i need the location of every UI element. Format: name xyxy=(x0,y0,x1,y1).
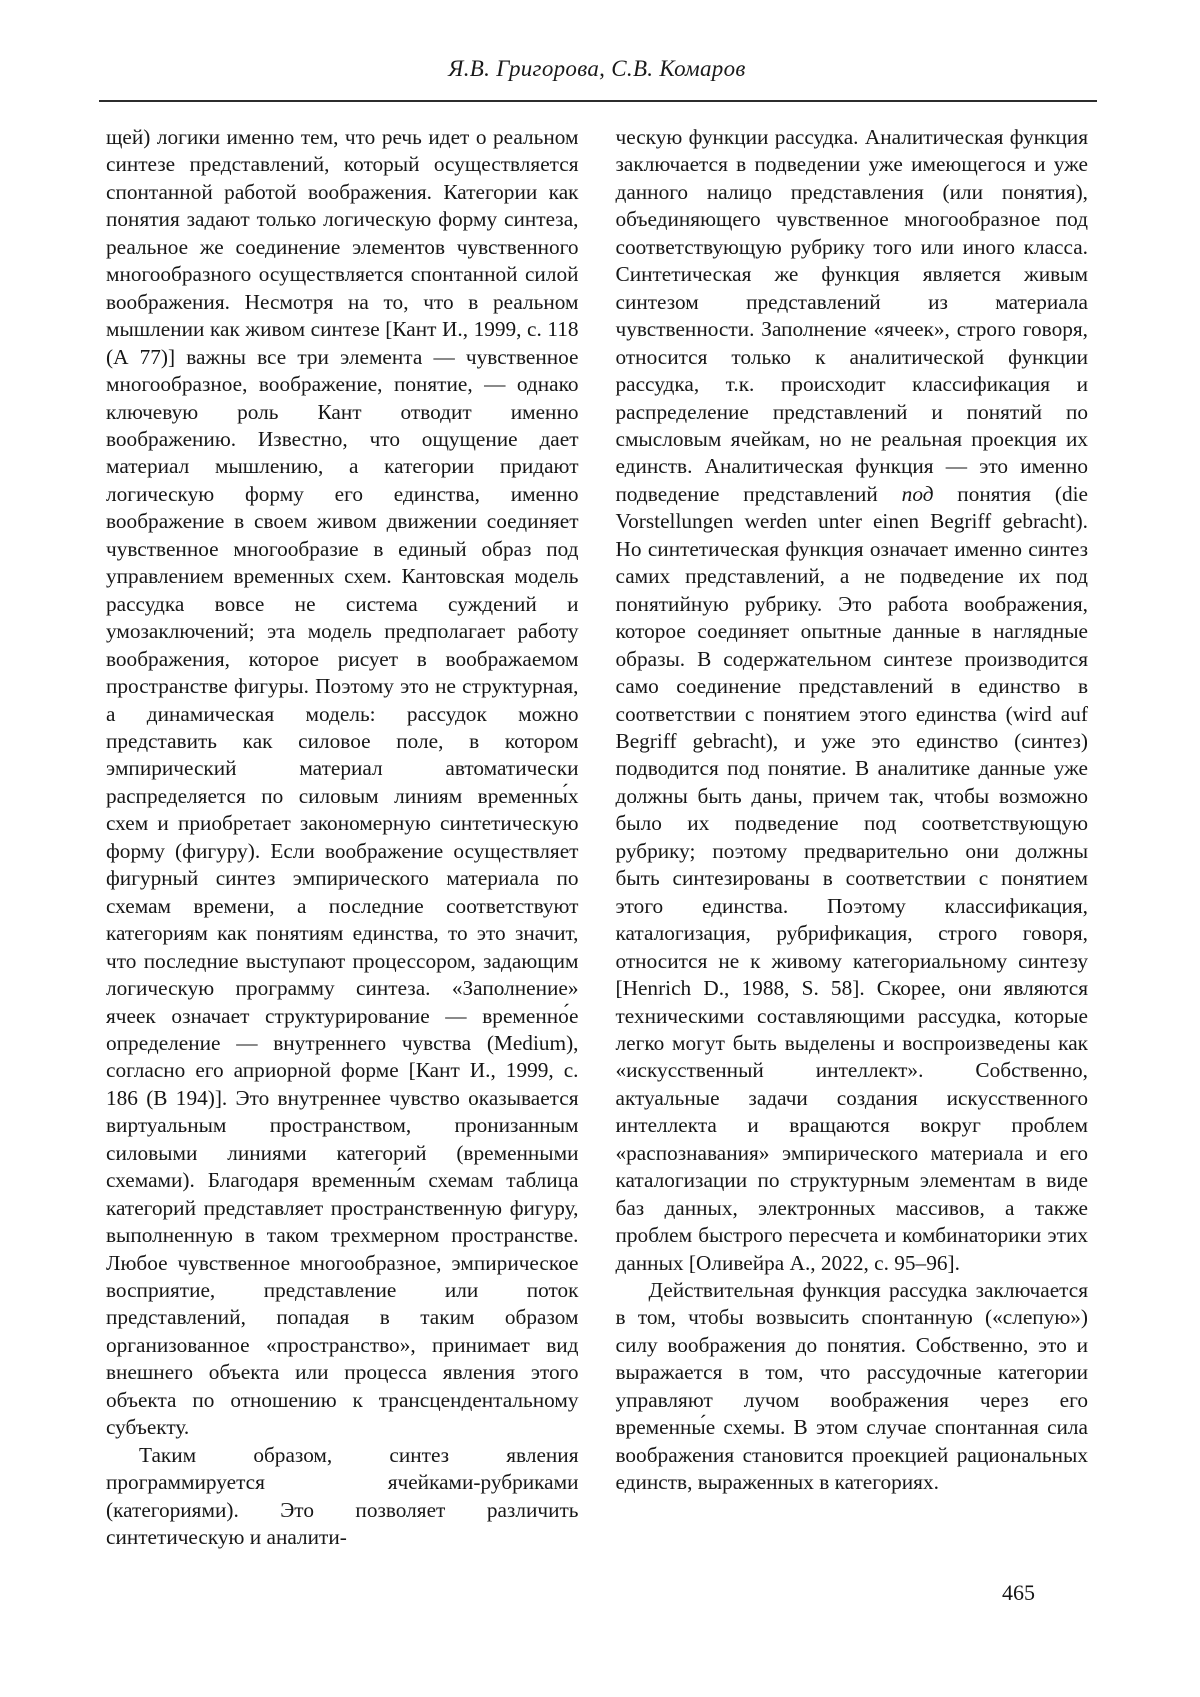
header-rule xyxy=(99,100,1097,102)
text-run: понятия (die Vorstellungen werden unter einen Begriff gebracht). Но синтетическая функция означает именно синтез самих представлений, а не подведение их под понятийную рубрику. Это работа воображения, которое соединяет опытные данные в наглядные образы. В содержательном синтезе производится само соединение представлений в единство в соответствии с понятием этого единства (wird auf Begriff gebracht), и уже это единство (синтез) подводится под понятие. В аналитике данные уже должны быть даны, причем так, чтобы возможно было их подведение под соответствующую рубрику; поэтому предварительно они должны быть синтезированы в соответствии с понятием этого единства. Поэтому классификация, каталогизация, рубрификация, строго говоря, относится не к живому категориальному синтезу [Henrich D., 1988, S. 58]. Скорее, они являются техническими составляющими рассудка, которые легко могут быть выделены и воспроизведены как «искусственный интеллект». Собственно, актуальные задачи создания искусственного интеллекта и вращаются вокруг проблем «распознавания» эмпирического материала и его каталогизации по структурным элементам в виде баз данных, электронных массивов, а также проблем быстрого пересчета и комбинаторики этих данных [Оливейра А., 2022, с. 95–96]. xyxy=(615,481,1088,1275)
paragraph xyxy=(106,1442,579,1552)
two-column-body xyxy=(106,124,1088,1552)
running-head xyxy=(102,56,1092,82)
paragraph xyxy=(616,124,1089,1277)
text-run: под xyxy=(901,481,934,506)
text-run: Действительная функция рассудка заключается в том, чтобы возвысить спонтанную («слепую») силу воображения до понятия. Собственно, это и выражается в том, что рассудочные категории управляют лучом воображения через его временны́е схемы. В этом случае спонтанная сила воображения становится проекцией рациональных единств, выраженных в категориях. xyxy=(615,1278,1088,1495)
authors-line: Я.В. Григорова, С.В. Комаров xyxy=(448,56,746,81)
text-run: щей) логики именно тем, что речь идет о реальном синтезе представлений, который осуществляется спонтанной работой воображения. Категории как понятия задают только логическую форму синтеза, реальное же соединение элементов чувственного многообразного осуществляется спонтанной силой воображения. Несмотря на то, что в реальном мышлении как живом синтезе [Кант И., 1999, с. 118 (А 77)] важны все три элемента — чувственное многообразное, воображение, понятие, — однако ключевую роль Кант отводит именно воображению. Известно, что ощущение дает материал мышлению, а категории придают логическую форму его единства, именно воображение в своем живом движении соединяет чувственное многообразие в единый образ под управлением временных схем. Кантовская модель рассудка вовсе не система суждений и умозаключений; эта модель предполагает работу воображения, которое рисует в воображаемом пространстве фигуры. Поэтому это не структурная, а динамическая модель: рассудок можно представить как силовое поле, в котором эмпирический материал автоматически распределяется по силовым линиям временны́х схем и приобретает закономерную синтетическую форму (фигуру). Если воображение осуществляет фигурный синтез эмпирического материала по схемам времени, а последние соответствуют категориям как понятиям единства, то это значит, что последние выступают процессором, задающим логическую программу синтеза. «Заполнение» ячеек означает структурирование — временно́е определение — внутреннего чувства (Medium), согласно его априорной форме [Кант И., 1999, с. 186 (В 194)]. Это внутреннее чувство оказывается виртуальным пространством, пронизанным силовыми линиями категорий (временными схемами). Благодаря временны́м схемам таблица категорий представляет пространственную фигуру, выполненную в таком трехмерном пространстве. Любое чувственное многообразное, эмпирическое восприятие, представление или поток представлений, попадая в таким образом организованное «пространство», принимает вид внешнего объекта или процесса явления этого объекта по отношению к трансцендентальному субъекту. xyxy=(106,125,579,1440)
left-column xyxy=(106,124,579,1552)
paragraph xyxy=(106,124,579,1442)
text-run: ческую функции рассудка. Аналитическая функция заключается в подведении уже имеющегося и уже данного налицо представления (или понятия), объединяющего чувственное многообразное под соответствующую рубрику того или иного класса. Синтетическая же функция является живым синтезом представлений из материала чувственности. Заполнение «ячеек», строго говоря, относится только к аналитической функции рассудка, т.к. происходит классификация и распределение представлений и понятий по смысловым ячейкам, но не реальная проекция их единств. Аналитическая функция — это именно подведение представлений xyxy=(615,125,1088,506)
page-number: 465 xyxy=(1002,1580,1035,1605)
paragraph xyxy=(616,1277,1089,1497)
text-run: Таким образом, синтез явления программируется ячейками-рубриками (категориями). Это позволяет различить синтетическую и аналити- xyxy=(106,1442,579,1550)
right-column xyxy=(616,124,1089,1552)
